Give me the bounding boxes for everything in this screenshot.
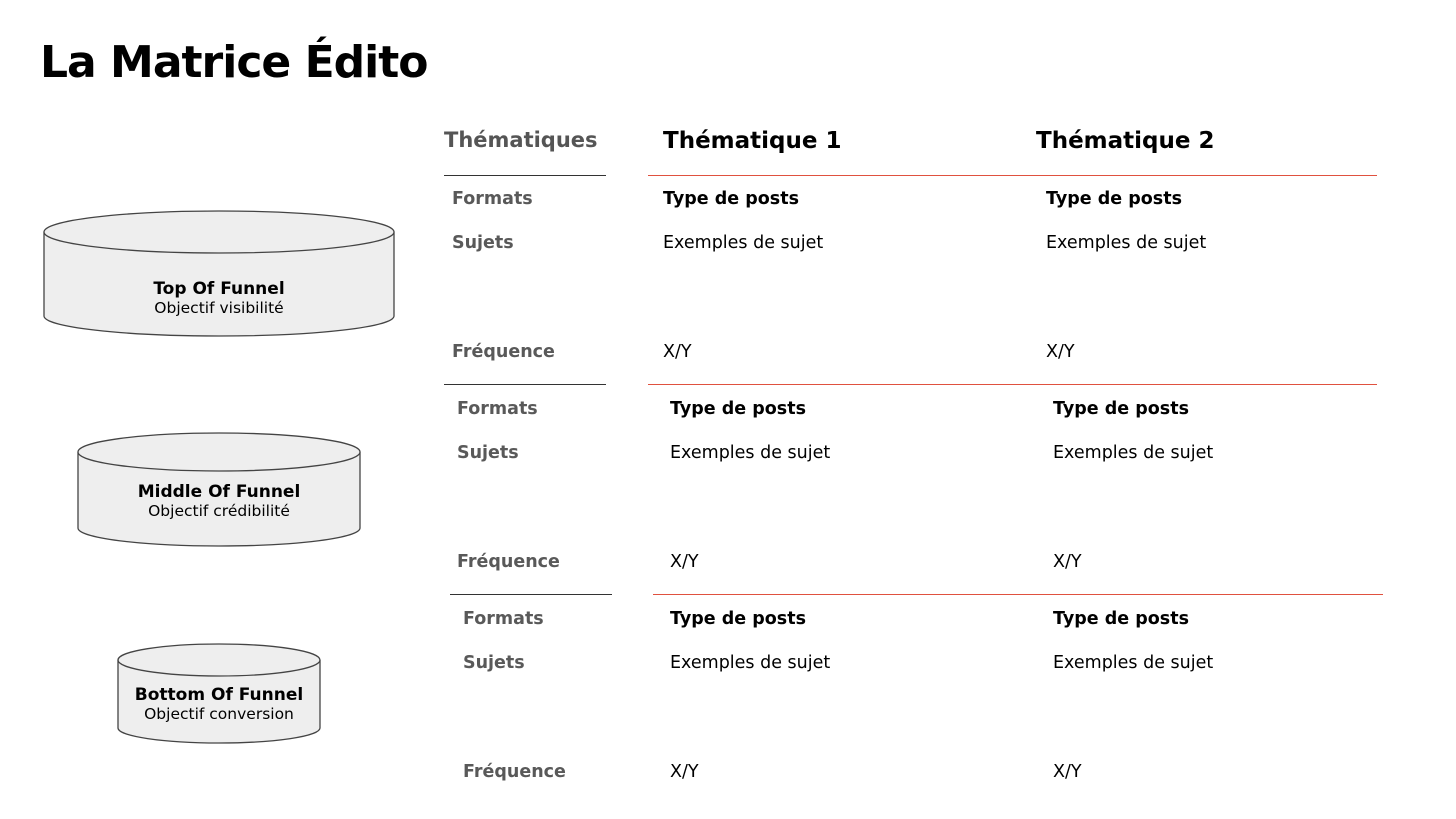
row-label-sujets: Sujets [457, 443, 519, 463]
funnel-top-name: Top Of Funnel [153, 279, 285, 299]
section-1-divider-left [444, 384, 606, 385]
funnel-middle-name: Middle Of Funnel [137, 482, 301, 502]
cell-sujets-theme-1: Exemples de sujet [670, 653, 831, 673]
cell-sujets-theme-2: Exemples de sujet [1046, 233, 1207, 253]
funnel-bottom-name: Bottom Of Funnel [134, 685, 304, 705]
page-title: La Matrice Édito [40, 37, 428, 88]
cell-formats-theme-2: Type de posts [1053, 399, 1189, 419]
funnel-top-objective: Objectif visibilité [154, 299, 284, 317]
row-label-sujets: Sujets [463, 653, 525, 673]
row-label-formats: Formats [463, 609, 544, 629]
section-2-divider-right [653, 594, 1383, 595]
cell-formats-theme-1: Type de posts [663, 189, 799, 209]
cell-sujets-theme-1: Exemples de sujet [663, 233, 824, 253]
row-label-frequence: Fréquence [452, 342, 555, 362]
row-label-formats: Formats [452, 189, 533, 209]
cell-frequence-theme-1: X/Y [670, 762, 699, 782]
funnel-bottom-cylinder [118, 644, 320, 743]
header-divider-right [648, 175, 1377, 176]
section-2-divider-left [450, 594, 612, 595]
section-1-divider-right [648, 384, 1377, 385]
cell-frequence-theme-2: X/Y [1053, 762, 1082, 782]
thematiques-header: Thématiques [444, 128, 598, 152]
cell-formats-theme-2: Type de posts [1046, 189, 1182, 209]
cell-frequence-theme-2: X/Y [1046, 342, 1075, 362]
funnel-middle-cylinder [78, 433, 360, 546]
cell-frequence-theme-1: X/Y [670, 552, 699, 572]
cell-frequence-theme-1: X/Y [663, 342, 692, 362]
cell-formats-theme-1: Type de posts [670, 609, 806, 629]
cell-formats-theme-2: Type de posts [1053, 609, 1189, 629]
row-label-formats: Formats [457, 399, 538, 419]
theme-2-header: Thématique 2 [1036, 128, 1215, 154]
row-label-frequence: Fréquence [463, 762, 566, 782]
row-label-frequence: Fréquence [457, 552, 560, 572]
cell-formats-theme-1: Type de posts [670, 399, 806, 419]
funnel-bottom-objective: Objectif conversion [144, 705, 294, 723]
funnel-top-cylinder [44, 211, 394, 336]
theme-1-header: Thématique 1 [663, 128, 842, 154]
funnel-diagram [0, 0, 440, 819]
row-label-sujets: Sujets [452, 233, 514, 253]
funnel-middle-objective: Objectif crédibilité [148, 502, 290, 520]
cell-sujets-theme-2: Exemples de sujet [1053, 443, 1214, 463]
cell-sujets-theme-1: Exemples de sujet [670, 443, 831, 463]
cell-sujets-theme-2: Exemples de sujet [1053, 653, 1214, 673]
header-divider-left [444, 175, 606, 176]
cell-frequence-theme-2: X/Y [1053, 552, 1082, 572]
